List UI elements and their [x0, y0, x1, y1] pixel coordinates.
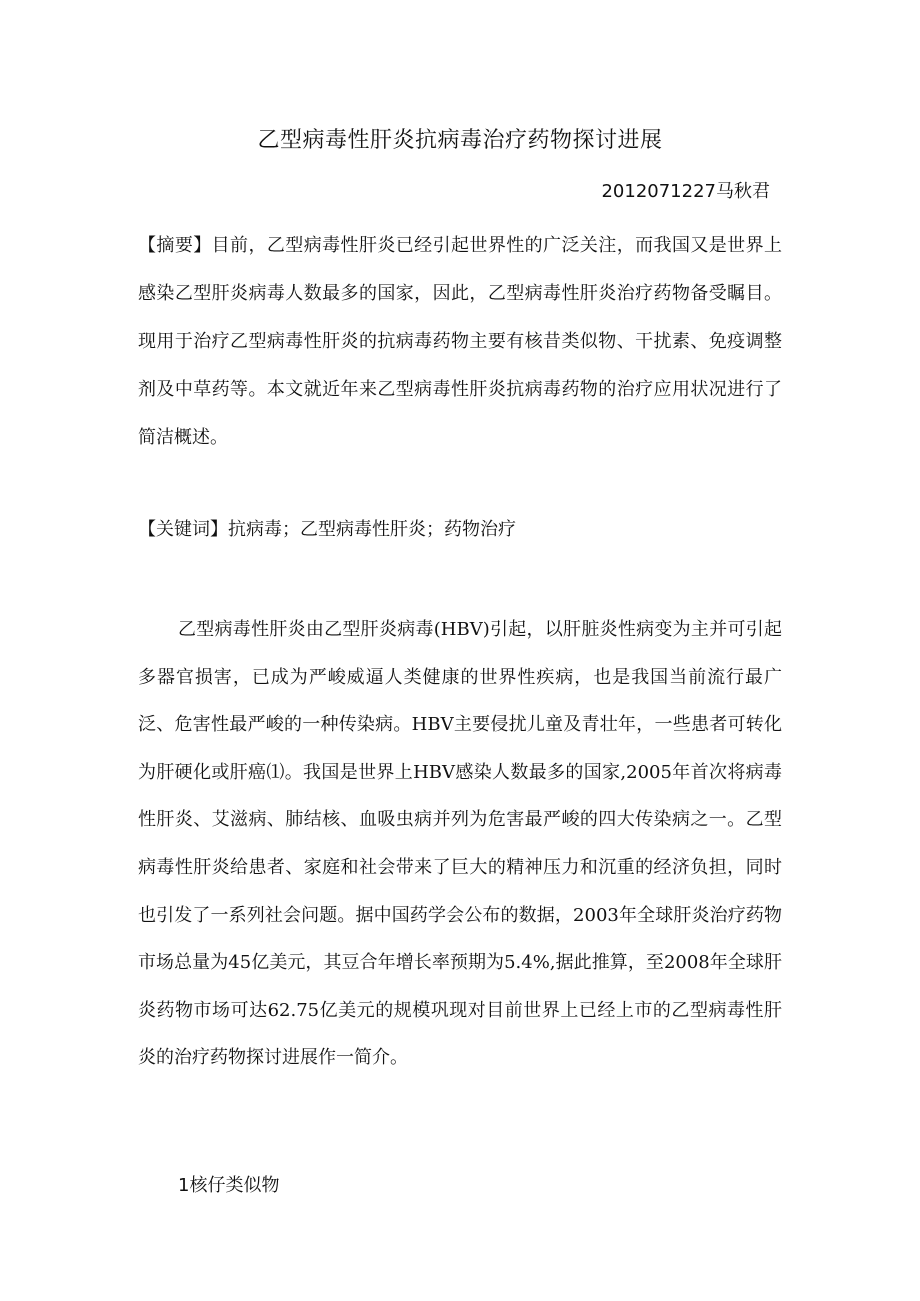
abstract-paragraph: 【摘要】目前，乙型病毒性肝炎已经引起世界性的广泛关注，而我国又是世界上感染乙型肝炎病毒人数最多的国家，因此，乙型病毒性肝炎治疗药物备受瞩目。现用于治疗乙型病毒性肝炎的抗病毒药物主要有核昔类似物、干扰素、免疫调整剂及中草药等。本文就近年来乙型病毒性肝炎抗病毒药物的治疗应用状况进行了简洁概述。 [138, 235, 782, 448]
intro-paragraph: 乙型病毒性肝炎由乙型肝炎病毒(HBV)引起，以肝脏炎性病变为主并可引起多器官损害，已成为严峻威逼人类健康的世界性疾病，也是我国当前流行最广泛、危害性最严峻的一种传染病。HBV主要侵扰儿童及青壮年，一些患者可转化为肝硬化或肝癌⑴。我国是世界上HBV感染人数最多的国家,2005年首次将病毒性肝炎、艾滋病、肺结核、血吸虫病并列为危害最严峻的四大传染病之一。乙型病毒性肝炎给患者、家庭和社会带来了巨大的精神压力和沉重的经济负担，同时也引发了一系列社会问题。据中国药学会公布的数据，2003年全球肝炎治疗药物市场总量为45亿美元，其豆合年增长率预期为5.4%,据此推算，至2008年全球肝炎药物市场可达62.75亿美元的规模巩现对目前世界上已经上市的乙型病毒性肝炎的治疗药物探讨进展作一简介。 [138, 619, 782, 1069]
author-line: 2012071227马秋君 [601, 181, 770, 202]
document-title: 乙型病毒性肝炎抗病毒治疗药物探讨进展 [257, 128, 663, 153]
section-heading: 1核仔类似物 [178, 1175, 280, 1196]
keywords-line: 【关键词】抗病毒；乙型病毒性肝炎；药物治疗 [138, 519, 516, 540]
